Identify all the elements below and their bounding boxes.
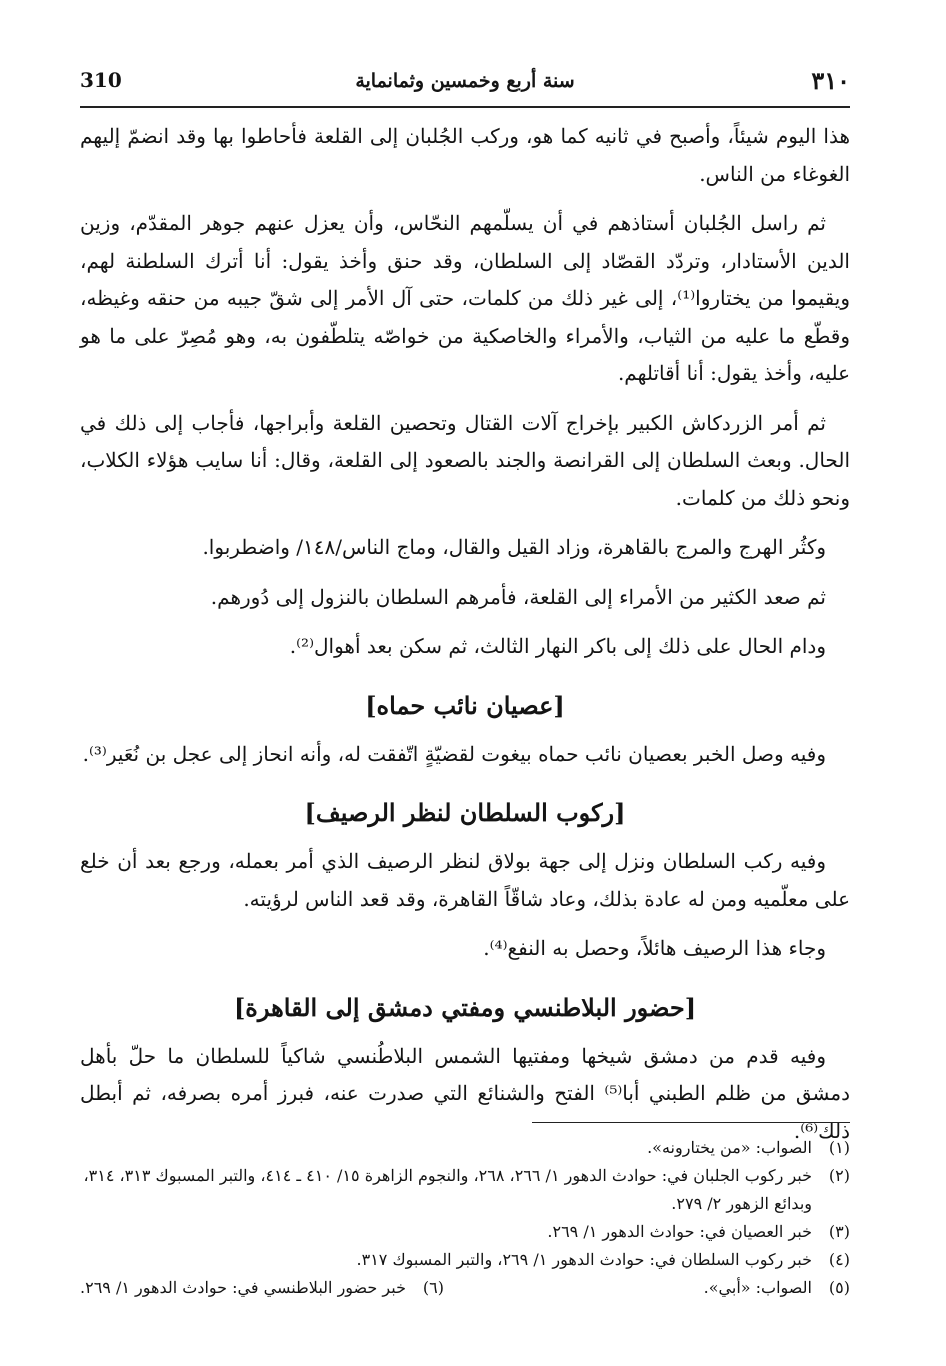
paragraph: ثم أمر الزردكاش الكبير بإخراج آلات القتال وتحصين القلعة وأبراجها، فأجاب إلى ذلك في الحال. وبعث السلطان إلى القرانصة والجند بالصعود إلى القلعة، وقال: أنا سايب هؤلاء الكلاب، ونحو ذلك من كلمات. — [80, 410, 850, 510]
paragraph: ثم صعد الكثير من الأمراء إلى القلعة، فأمرهم السلطان بالنزول إلى دُورهم. — [210, 584, 826, 609]
paragraph: وفيه قدم من دمشق شيخها ومفتيها الشمس البلاطُنسي شاكياً للسلطان ما حلّ بأهل دمشق من ظلم الطبني أبا⁽⁵⁾ الفتح والشنائع التي صدرت عنه، فبرز أمره بصرفه، ثم أبطل ذلك⁽⁶⁾. — [80, 1043, 850, 1143]
paragraph: هذا اليوم شيئاً، وأصبح في ثانيه كما هو، وركب الجُلبان إلى القلعة فأحاطوا بها وقد انضمّ إليهم الغوغاء من الناس. — [80, 124, 850, 186]
paragraph: وفيه وصل الخبر بعصيان نائب حماه بيغوت لقضيّةٍ اتّفقت له، وأنه انحاز إلى عجل بن نُعَير⁽³⁾. — [82, 741, 826, 766]
footnotes — [80, 1134, 850, 1302]
section-heading: [حضور البلاطنسي ومفتي دمشق إلى القاهرة] — [233, 992, 697, 1022]
paragraph: وجاء هذا الرصيف هائلاً، وحصل به النفع⁽⁴⁾. — [483, 936, 826, 960]
footnote-divider — [532, 1122, 850, 1123]
footnote: (٢)خبر ركوب الجلبان في: حوادث الدهور ١/ ٢٦٦، ٢٦٨، والنجوم الزاهرة ١٥/ ٤١٠ ـ ٤١٤، والتبر المسبوك ٣١٣، ٣١٤، وبدائع الزهور ٢/ ٢٧٩. — [83, 1166, 850, 1213]
page-number-arabic: ٣١٠ — [811, 66, 850, 95]
paragraph: ثم راسل الجُلبان أستاذهم في أن يسلّمهم النحّاس، وأن يعزل عنهم جوهر المقدّم، وزين الدين الأستادار، وتردّد القصّاد إلى السلطان، وقد حنق وأخذ يقول: أنا أترك السلطنة لهم، ويقيموا من يختاروا⁽¹⁾، إلى غير ذلك من كلمات، حتى آل الأمر إلى شقّ جيبه من حنقه وغيظه، وقطّع ما عليه من الثياب، والأمراء والخاصكية من خواصّه يتلطّفون به، وهو مُصِرّ على ما هو عليه، وأخذ يقول: أنا أقاتلهم. — [80, 211, 851, 385]
paragraph: ودام الحال على ذلك إلى باكر النهار الثالث، ثم سكن بعد أهوال⁽²⁾. — [289, 634, 826, 658]
page-header — [80, 60, 850, 108]
page-number-latin: 310 — [80, 68, 122, 92]
running-title: سنة أربع وخمسين وثمانماية — [355, 70, 575, 92]
main-text — [80, 118, 850, 1162]
section-heading: [ركوب السلطان لنظر الرصيف] — [304, 798, 626, 827]
footnote: (٣)خبر العصيان في: حوادث الدهور ١/ ٢٦٩. — [547, 1222, 850, 1241]
footnote: (٥)الصواب: «أبي». — [703, 1278, 850, 1297]
book-page — [80, 60, 850, 1350]
paragraph: وفيه ركب السلطان ونزل إلى جهة بولاق لنظر الرصيف الذي أمر بعمله، ورجع بعد أن خلع على معلّميه ومن له عادة بذلك، وعاد شاقّاً القاهرة، وقد قعد الناس لرؤيته. — [80, 849, 850, 911]
paragraph: وكثُر الهرج والمرج بالقاهرة، وزاد القيل والقال، وماج الناس/١٤٨/ واضطربوا. — [202, 535, 826, 559]
footnote: (٤)خبر ركوب السلطان في: حوادث الدهور ١/ ٢٦٩، والتبر المسبوك ٣١٧. — [356, 1250, 850, 1269]
footnote: (١)الصواب: «من يختارونه». — [647, 1138, 850, 1157]
footnote-row — [80, 1274, 850, 1302]
section-heading: [عصيان نائب حماه] — [365, 690, 565, 720]
footnote: (٦)خبر حضور البلاطنسي في: حوادث الدهور ١/ ٢٦٩. — [80, 1278, 444, 1297]
